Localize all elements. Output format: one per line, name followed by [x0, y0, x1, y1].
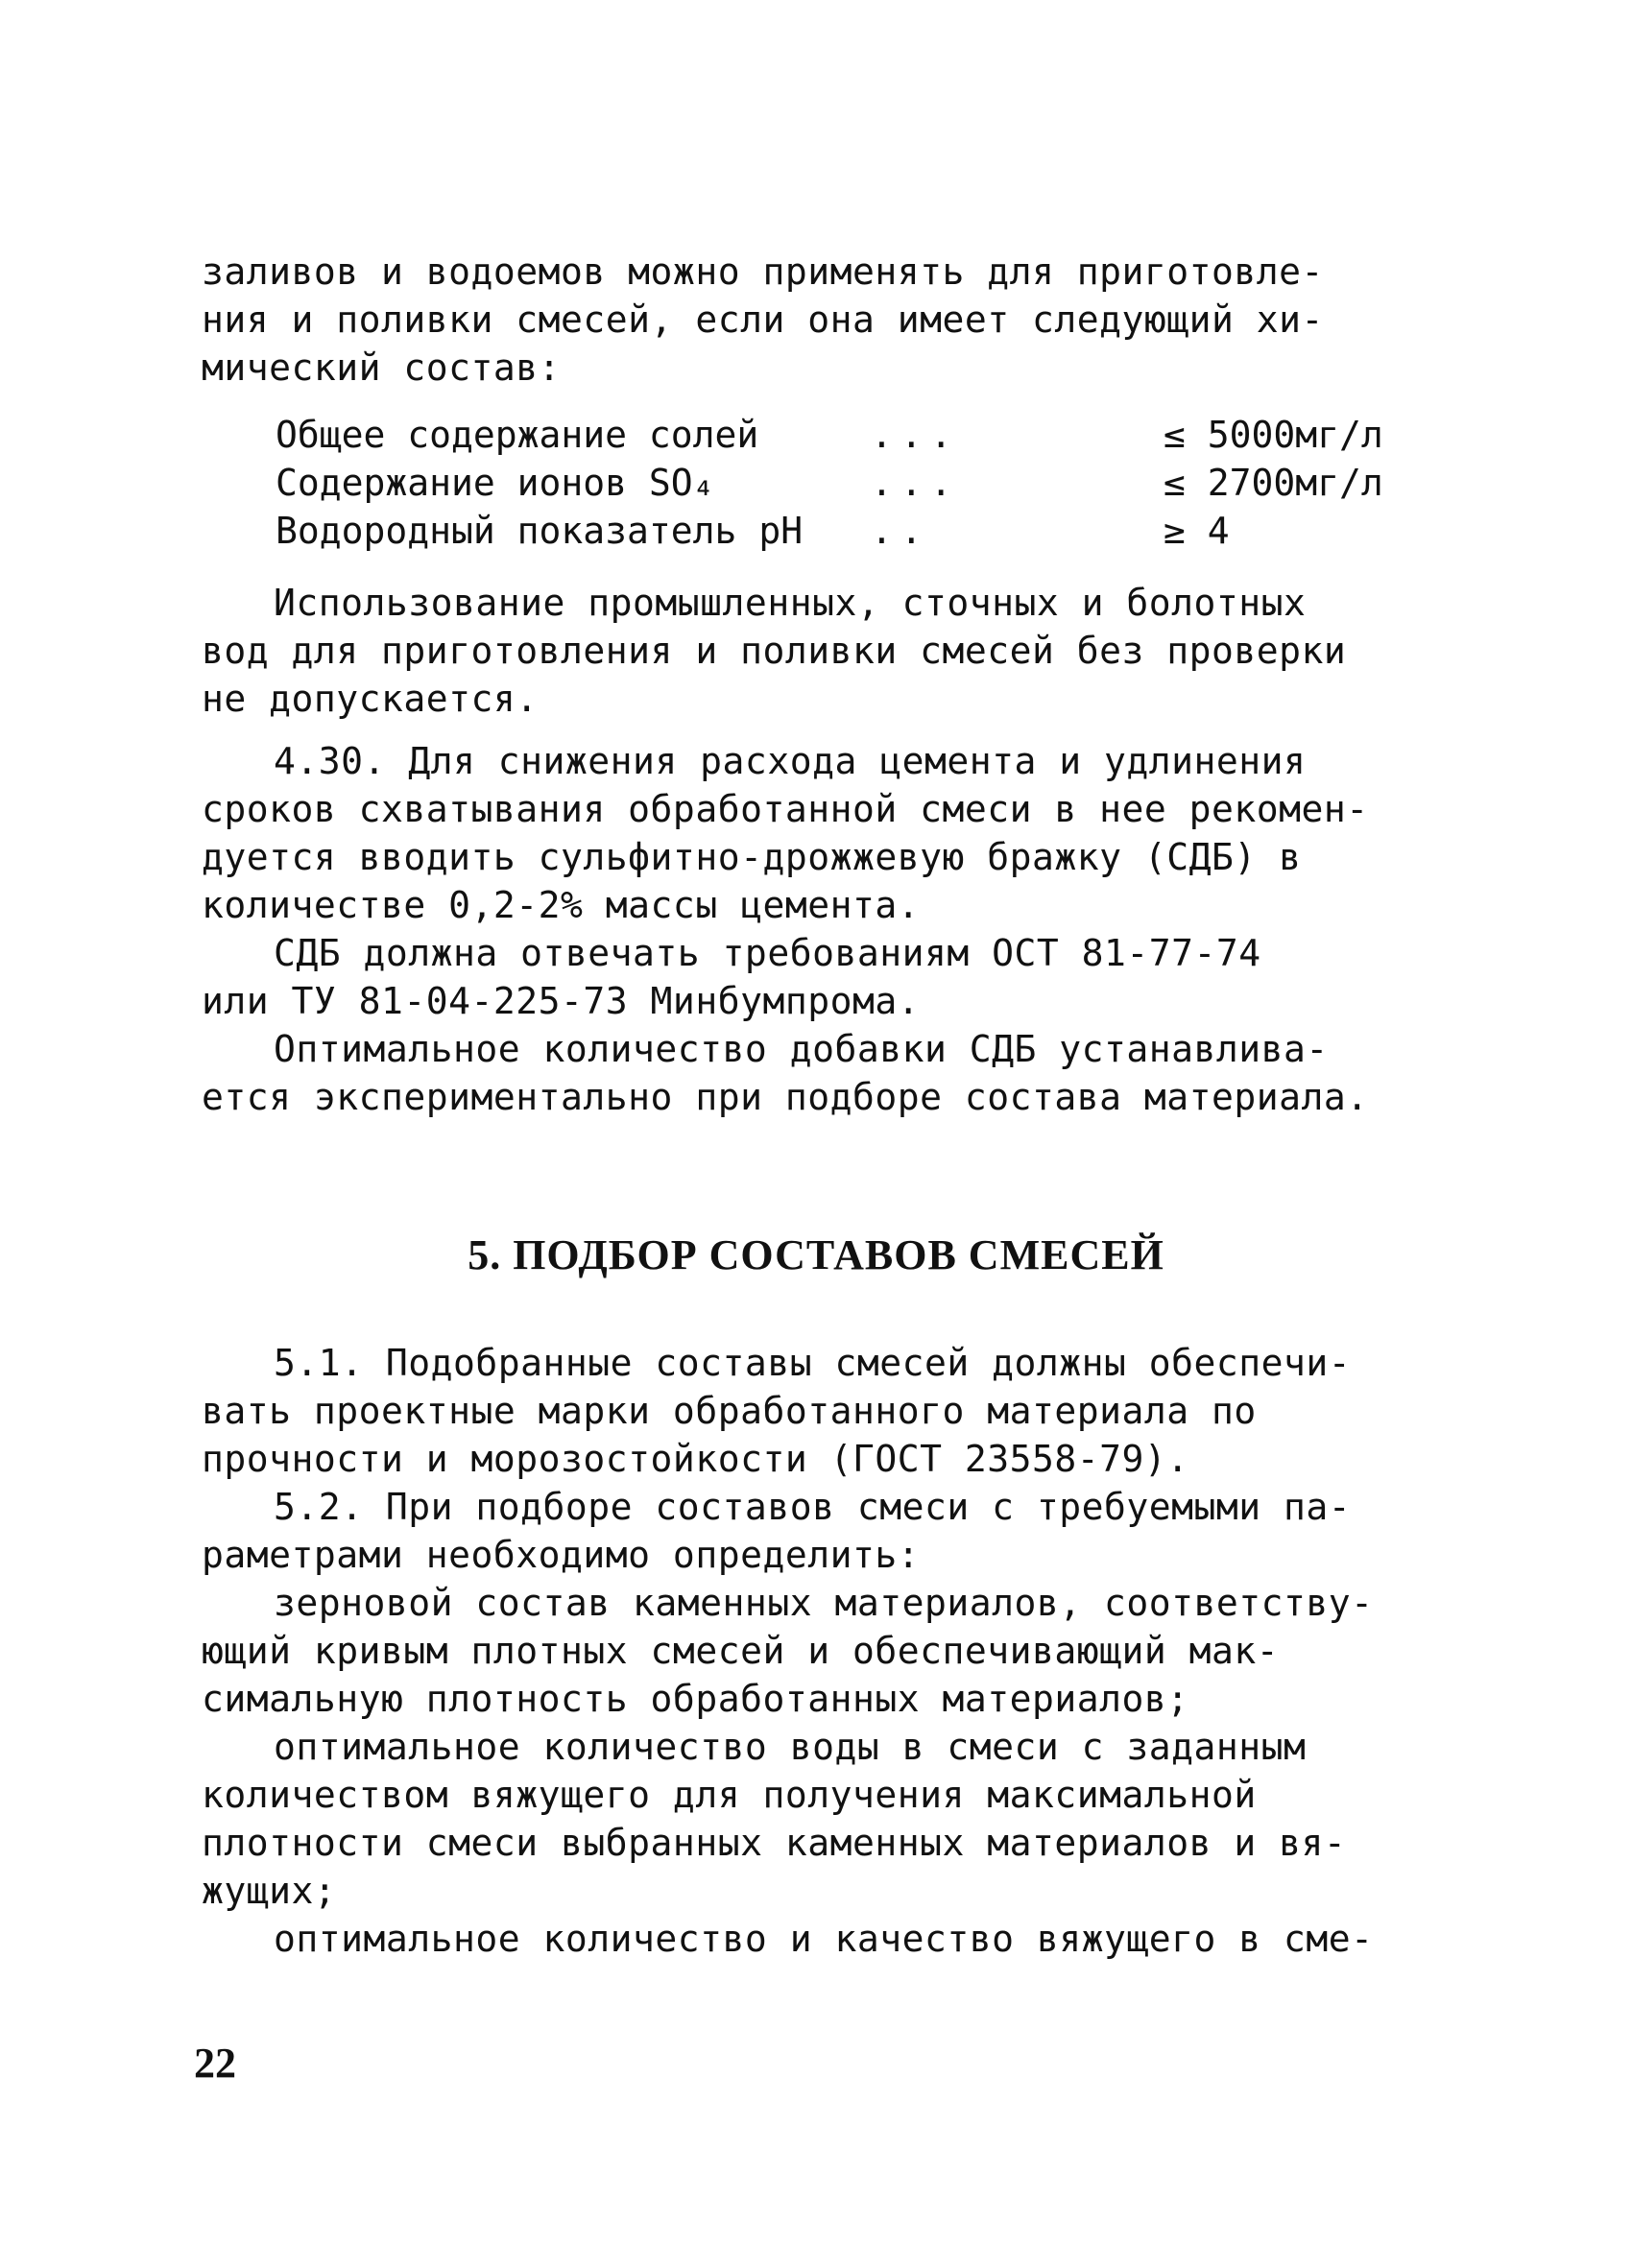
clause-4-30-line: дуется вводить сульфитно-дрожжевую бражку (СДБ) в	[202, 836, 1302, 878]
clause-5-1-line: прочности и морозостойкости (ГОСТ 23558-79).	[202, 1438, 1189, 1480]
clause-5-1-line: вать проектные марки обработанного материала по	[202, 1390, 1257, 1432]
composition-label: Водородный показатель pH	[276, 510, 804, 552]
sdb-line: или ТУ 81-04-225-73 Минбумпрома.	[202, 980, 921, 1022]
usage-line: Использование промышленных, сточных и болотных	[274, 582, 1307, 624]
composition-dots: ..	[871, 510, 930, 552]
clause-5-2-line: раметрами необходимо определить:	[202, 1534, 921, 1576]
composition-label: Содержание ионов SO₄	[276, 462, 715, 504]
clause-5-1-line: 5.1. Подобранные составы смесей должны обеспечи-	[274, 1342, 1352, 1384]
grain-item-line: зерновой состав каменных материалов, соответству-	[274, 1582, 1374, 1624]
composition-value: ≤ 5000мг/л	[1164, 414, 1383, 456]
clause-5-2-line: 5.2. При подборе составов смеси с требуемыми па-	[274, 1486, 1352, 1528]
water-item-line: плотности смеси выбранных каменных материалов и вя-	[202, 1822, 1347, 1864]
water-item-line: оптимальное количество воды в смеси с заданным	[274, 1726, 1307, 1768]
clause-4-30-line: количестве 0,2-2% массы цемента.	[202, 884, 921, 926]
water-item-line: жущих;	[202, 1870, 337, 1912]
composition-value: ≥ 4	[1164, 510, 1230, 552]
grain-item-line: ющий кривым плотных смесей и обеспечивающий мак-	[202, 1630, 1280, 1672]
section-heading: 5. ПОДБОР СОСТАВОВ СМЕСЕЙ	[468, 1231, 1164, 1278]
intro-line: мический состав:	[202, 346, 562, 389]
composition-row	[276, 411, 1428, 459]
intro-line: ния и поливки смесей, если она имеет следующий хи-	[202, 298, 1324, 341]
page-number: 22	[194, 2040, 236, 2087]
optimal-line: ется экспериментально при подборе состава материала.	[202, 1076, 1369, 1118]
binder-item-line: оптимальное количество и качество вяжущего в сме-	[274, 1918, 1374, 1960]
usage-line: не допускается.	[202, 678, 539, 720]
water-item-line: количеством вяжущего для получения максимальной	[202, 1774, 1257, 1816]
composition-label: Общее содержание солей	[276, 414, 759, 456]
composition-dots: ...	[871, 414, 960, 456]
composition-dots: ...	[871, 462, 960, 504]
clause-4-30-line: сроков схватывания обработанной смеси в нее рекомен-	[202, 788, 1369, 830]
composition-row	[276, 459, 1428, 507]
composition-row	[276, 507, 1428, 555]
grain-item-line: симальную плотность обработанных материалов;	[202, 1678, 1189, 1720]
sdb-line: СДБ должна отвечать требованиям ОСТ 81-77-74	[274, 932, 1261, 974]
optimal-line: Оптимальное количество добавки СДБ устанавлива-	[274, 1028, 1329, 1070]
composition-value: ≤ 2700мг/л	[1164, 462, 1383, 504]
usage-line: вод для приготовления и поливки смесей без проверки	[202, 630, 1347, 672]
clause-4-30-line: 4.30. Для снижения расхода цемента и удлинения	[274, 740, 1307, 782]
intro-line: заливов и водоемов можно применять для приготовле-	[202, 251, 1324, 293]
